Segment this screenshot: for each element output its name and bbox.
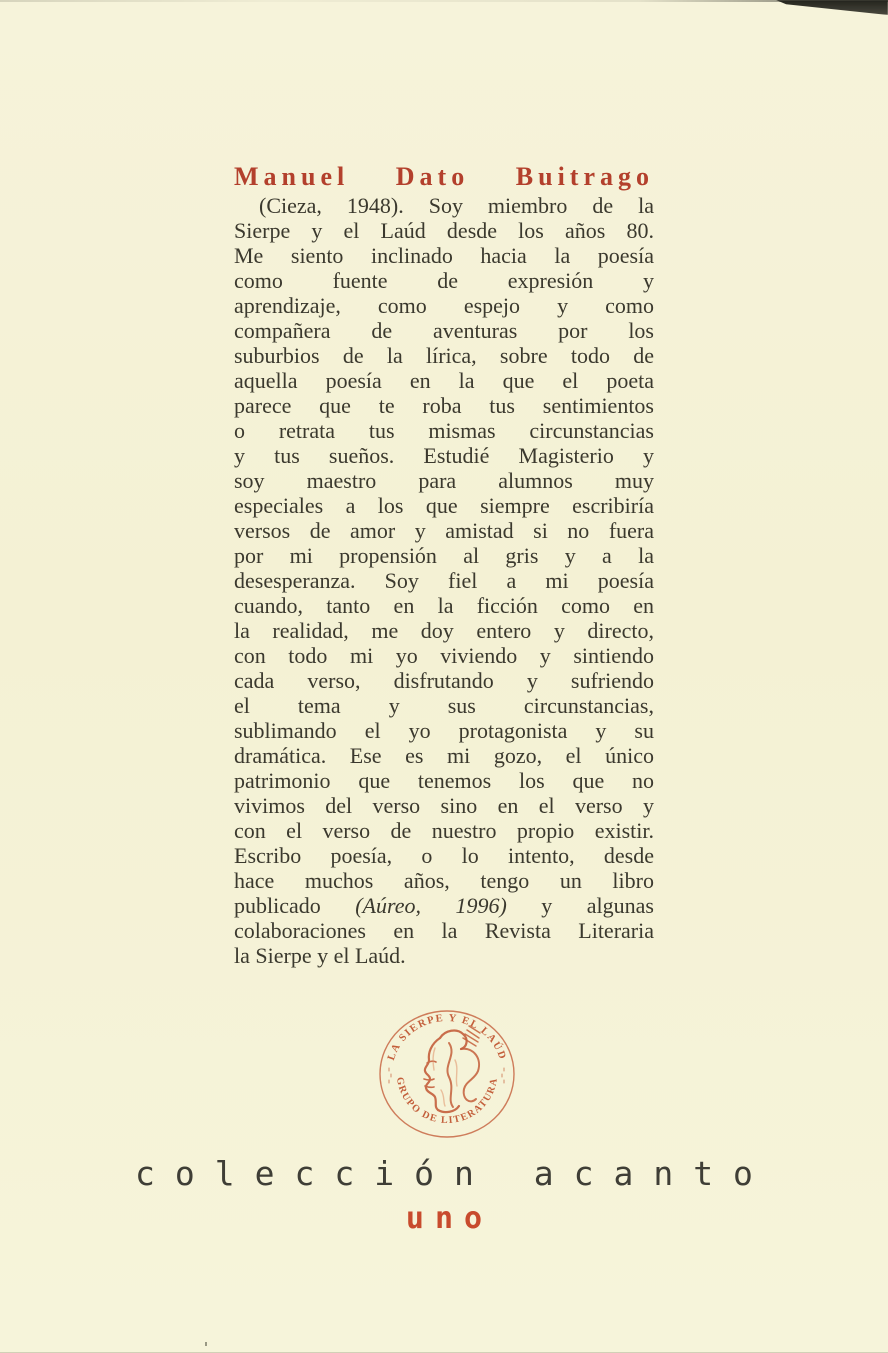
bio-line: con todo mi yo viviendo y sintiendo <box>234 643 654 668</box>
bio-line: la Sierpe y el Laúd. <box>234 943 406 968</box>
scan-top-edge <box>0 0 888 2</box>
bio-line: cuando, tanto en la ficción como en <box>234 593 654 618</box>
bio-line: patrimonio que tenemos los que no <box>234 768 654 793</box>
seal-shading <box>433 1048 457 1106</box>
bio-line: especiales a los que siempre escribiría <box>234 493 654 518</box>
literary-group-seal <box>377 1008 517 1140</box>
seal-arc-top-text: LA SIERPE Y EL LAÚD <box>385 1012 509 1062</box>
bio-line: Escribo poesía, o lo intento, desde <box>234 843 654 868</box>
bio-line: desesperanza. Soy fiel a mi poesía <box>234 568 654 593</box>
bio-line: con el verso de nuestro propio existir. <box>234 818 654 843</box>
bio-line: y tus sueños. Estudié Magisterio y <box>234 443 654 468</box>
scan-corner-shadow <box>776 0 888 15</box>
bio-line: (Cieza, 1948). Soy miembro de la <box>234 193 654 218</box>
seal-arc-bottom-text: GRUPO DE LITERATURA <box>393 1076 500 1127</box>
author-bio-text <box>234 193 654 968</box>
bio-line: colaboraciones en la Revista Literaria <box>234 918 654 943</box>
bio-line: aquella poesía en la que el poeta <box>234 368 654 393</box>
bio-line: dramática. Ese es mi gozo, el único <box>234 743 654 768</box>
bio-line: Me siento inclinado hacia la poesía <box>234 243 654 268</box>
bio-line: por mi propensión al gris y a la <box>234 543 654 568</box>
bio-line: como fuente de expresión y <box>234 268 654 293</box>
bio-line: la realidad, me doy entero y directo, <box>234 618 654 643</box>
scan-speck <box>205 1342 207 1346</box>
bio-line: parece que te roba tus sentimientos <box>234 393 654 418</box>
bio-line: el tema y sus circunstancias, <box>234 693 654 718</box>
volume-number: uno <box>405 1201 494 1236</box>
seal-face-art <box>424 1031 467 1113</box>
bio-line: o retrata tus mismas circunstancias <box>234 418 654 443</box>
bio-line: sublimando el yo protagonista y su <box>234 718 654 743</box>
bio-line: cada verso, disfrutando y sufriendo <box>234 668 654 693</box>
bio-line: aprendizaje, como espejo y como <box>234 293 654 318</box>
bio-line: soy maestro para alumnos muy <box>234 468 654 493</box>
bio-line: publicado (Aúreo, 1996) y algunas <box>234 893 654 918</box>
seal-lute-art <box>447 1026 480 1107</box>
bio-line: vivimos del verso sino en el verso y <box>234 793 654 818</box>
bio-line: suburbios de la lírica, sobre todo de <box>234 343 654 368</box>
bio-line: hace muchos años, tengo un libro <box>234 868 654 893</box>
bio-line: compañera de aventuras por los <box>234 318 654 343</box>
author-name-heading: Manuel Dato Buitrago <box>234 162 654 191</box>
collection-title: colección acanto <box>135 1154 773 1193</box>
bio-line: versos de amor y amistad si no fuera <box>234 518 654 543</box>
bio-line: Sierpe y el Laúd desde los años 80. <box>234 218 654 243</box>
author-bio-block <box>234 160 654 968</box>
